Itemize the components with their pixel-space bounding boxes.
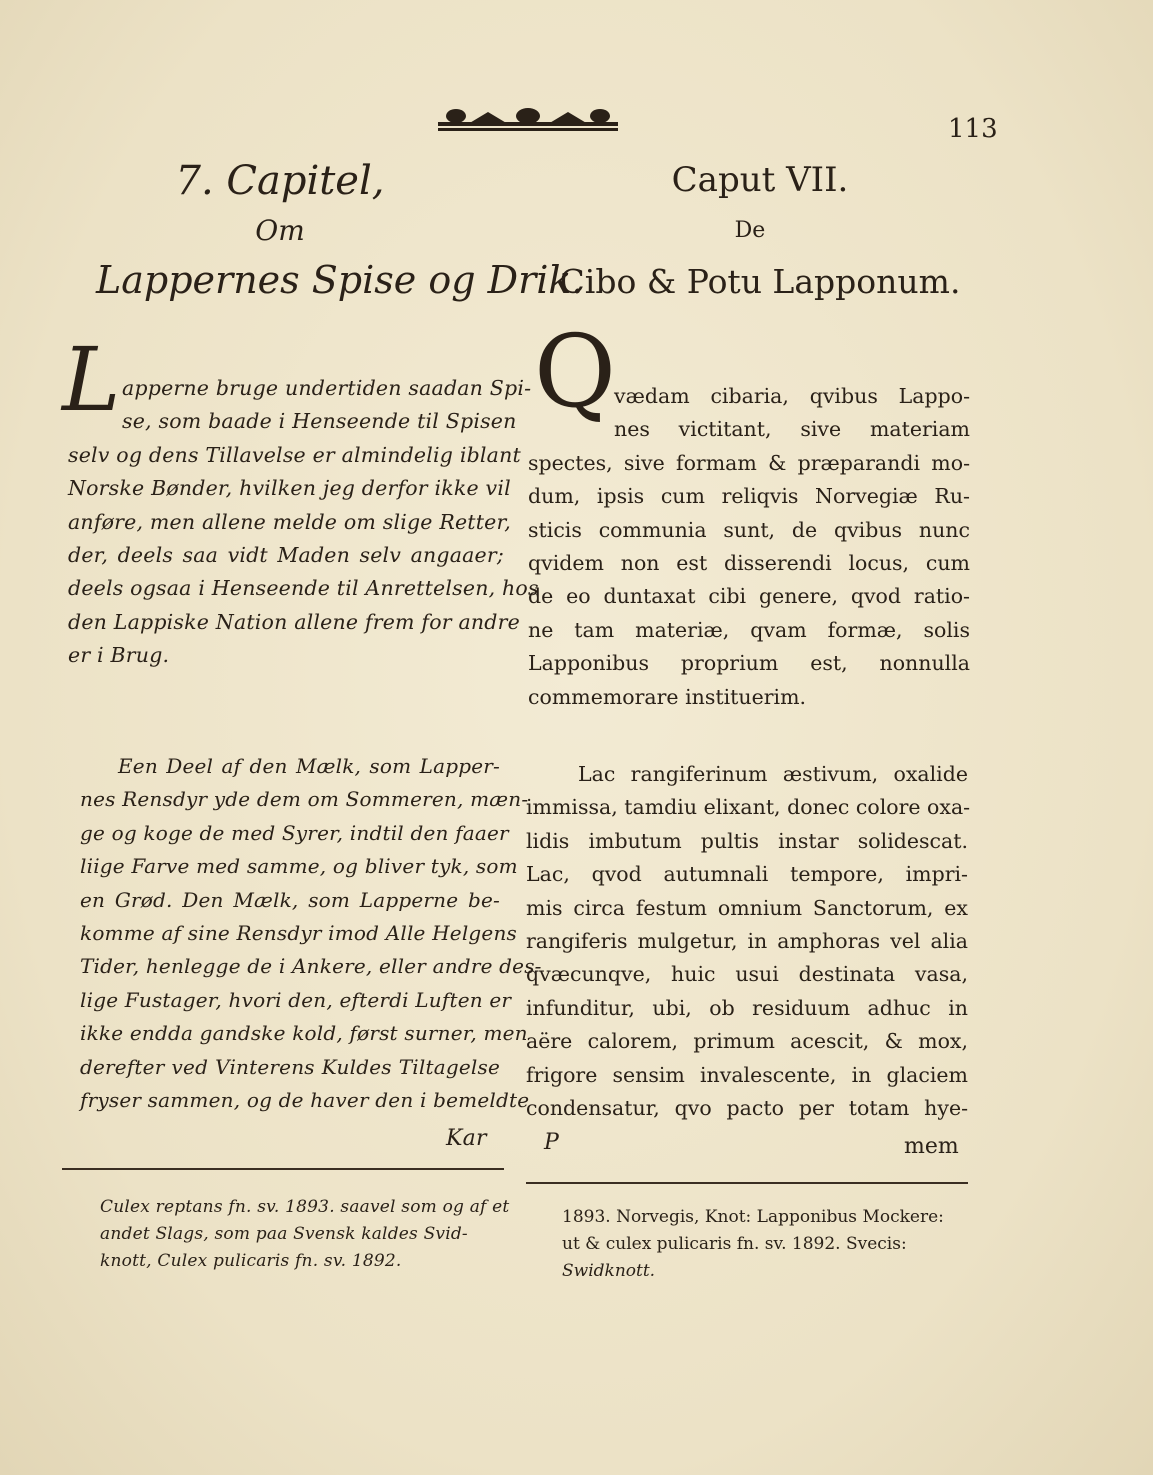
left-chapter-heading: 7. Capitel, bbox=[175, 158, 385, 204]
text-line: liige Farve med samme, og bliver tyk, som bbox=[80, 854, 518, 879]
footnote-line: Swidknott. bbox=[562, 1261, 656, 1281]
text-line: frigore sensim invalescente, in glaciem bbox=[526, 1062, 968, 1087]
text-line: condensatur, qvo pacto per totam hye- bbox=[526, 1096, 968, 1121]
text-line: der, deels saa vidt Maden selv angaaer; bbox=[68, 543, 504, 568]
left-footnote bbox=[100, 1194, 510, 1275]
text-line: ne tam materiæ, qvam formæ, solis bbox=[528, 617, 970, 642]
page-number: 113 bbox=[948, 114, 998, 144]
right-chapter-heading: Caput VII. bbox=[671, 160, 849, 200]
footnote-line: Culex reptans fn. sv. 1893. saavel som og af et bbox=[100, 1197, 510, 1217]
text-line: ikke endda gandske kold, først surner, men bbox=[80, 1021, 528, 1046]
text-line: Tider, henlegge de i Ankere, eller andre des- bbox=[80, 954, 542, 979]
text-line: apperne bruge undertiden saadan Spi- bbox=[122, 376, 532, 400]
right-title: Cibo & Potu Lapponum. bbox=[559, 262, 961, 301]
text-line: rangiferis mulgetur, in amphoras vel alia bbox=[526, 929, 968, 954]
footnote-line: ut & culex pulicaris fn. sv. 1892. Svecis: bbox=[562, 1234, 907, 1254]
text-line: qvidem non est disserendi locus, cum bbox=[528, 551, 970, 576]
text-line: er i Brug. bbox=[68, 643, 170, 668]
left-title: Lappernes Spise og Drik. bbox=[96, 258, 584, 302]
right-paragraph-2 bbox=[526, 758, 971, 1125]
footnote-line: 1893. Norvegis, Knot: Lapponibus Mockere: bbox=[562, 1207, 944, 1227]
right-signature-mark: P bbox=[544, 1130, 559, 1155]
text-line: commemorare instituerim. bbox=[528, 684, 807, 709]
text-line: infunditur, ubi, ob residuum adhuc in bbox=[526, 995, 968, 1020]
left-catchword: Kar bbox=[446, 1126, 487, 1151]
left-footnote-rule bbox=[62, 1168, 504, 1170]
text-line: fryser sammen, og de haver den i bemeldte bbox=[80, 1088, 530, 1113]
text-line: sticis communia sunt, de qvibus nunc bbox=[528, 517, 970, 542]
text-line: de eo duntaxat cibi genere, qvod ratio- bbox=[528, 584, 970, 609]
text-line: immissa, tamdiu elixant, donec colore oxa- bbox=[526, 795, 971, 820]
text-line: Lac rangiferinum æstivum, oxalide bbox=[578, 762, 968, 786]
right-footnote bbox=[562, 1204, 962, 1285]
text-line: derefter ved Vinterens Kuldes Tiltagelse bbox=[80, 1054, 500, 1079]
text-line: Lapponibus proprium est, nonnulla bbox=[528, 651, 970, 676]
right-paragraph-1 bbox=[528, 380, 970, 714]
text-line: ge og koge de med Syrer, indtil den faaer bbox=[80, 820, 509, 845]
text-line: nes Rensdyr yde dem om Sommeren, mæn- bbox=[80, 787, 529, 812]
text-line: Een Deel af den Mælk, som Lapper- bbox=[118, 754, 500, 778]
left-paragraph-2 bbox=[80, 750, 542, 1117]
text-line: Lac, qvod autumnali tempore, impri- bbox=[526, 862, 968, 887]
right-de: De bbox=[734, 218, 766, 243]
ornament-headpiece-icon bbox=[438, 104, 618, 136]
text-line: en Grød. Den Mælk, som Lapperne be- bbox=[80, 887, 500, 912]
text-line: spectes, sive formam & præparandi mo- bbox=[528, 450, 970, 475]
text-line: den Lappiske Nation allene frem for andre bbox=[68, 609, 520, 634]
text-line: dum, ipsis cum reliqvis Norvegiæ Ru- bbox=[528, 484, 970, 509]
text-line: qvæcunqve, huic usui destinata vasa, bbox=[526, 962, 968, 987]
text-line: selv og dens Tillavelse er almindelig iblant bbox=[68, 442, 521, 467]
right-dropcap: Q bbox=[534, 313, 616, 430]
text-line: anføre, men allene melde om slige Retter, bbox=[68, 509, 511, 534]
right-footnote-rule bbox=[526, 1182, 968, 1184]
text-line: lige Fustager, hvori den, efterdi Luften er bbox=[80, 987, 512, 1012]
text-line: se, som baade i Henseende til Spisen bbox=[122, 409, 517, 434]
text-line: aëre calorem, primum acescit, & mox, bbox=[526, 1029, 968, 1054]
text-line: komme af sine Rensdyr imod Alle Helgens bbox=[80, 921, 518, 946]
text-line: lidis imbutum pultis instar solidescat. bbox=[526, 828, 968, 853]
text-line: deels ogsaa i Henseende til Anrettelsen, hos bbox=[68, 576, 539, 601]
text-line: mis circa festum omnium Sanctorum, ex bbox=[526, 895, 968, 920]
footnote-line: andet Slags, som paa Svensk kaldes Svid- bbox=[100, 1224, 468, 1244]
text-line: vædam cibaria, qvibus Lappo- bbox=[614, 384, 970, 408]
left-paragraph-1 bbox=[68, 372, 539, 673]
text-line: nes victitant, sive materiam bbox=[614, 417, 970, 442]
text-line: Norske Bønder, hvilken jeg derfor ikke vil bbox=[68, 476, 511, 501]
footnote-line: knott, Culex pulicaris fn. sv. 1892. bbox=[100, 1251, 402, 1271]
right-catchword: mem bbox=[904, 1134, 959, 1159]
left-dropcap: L bbox=[62, 328, 121, 431]
left-om: Om bbox=[255, 214, 305, 247]
